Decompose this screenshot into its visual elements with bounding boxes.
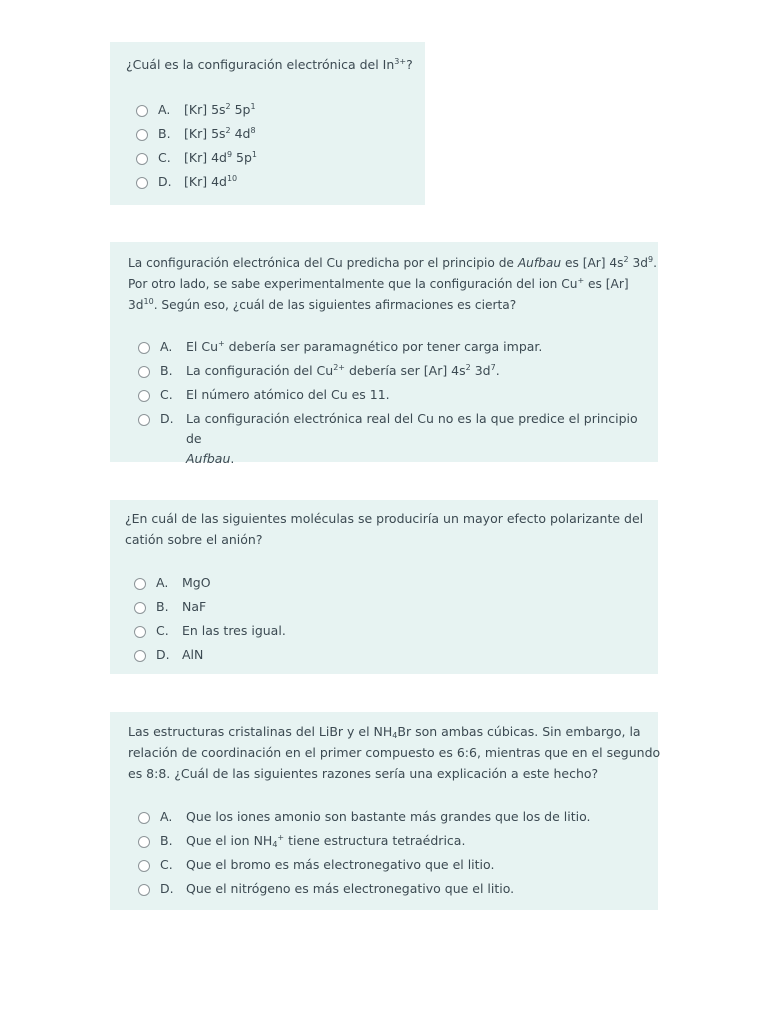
option-d[interactable]: D. AlN [134,647,634,671]
radio-button[interactable] [138,342,150,354]
option-d[interactable]: D. [Kr] $4d^{10}$ [136,174,416,198]
option-a[interactable]: A. [Kr] $5s^2$ $5p^1$ [136,102,416,126]
radio-button[interactable] [138,414,150,426]
radio-button[interactable] [138,366,150,378]
radio-button[interactable] [136,129,148,141]
option-a[interactable]: A. MgO [134,575,634,599]
option-b[interactable]: B. [Kr] $5s^2$ $4d^8$ [136,126,416,150]
options-list [136,102,416,198]
radio-button[interactable] [134,650,146,662]
question-text: Las estructuras cristalinas del LiBr y el $NH_4Br$ son ambas cúbicas. Sin embargo, la relación de coordinación en el primer compuesto es 6:6, mientras que en el segundo es 8:8. ¿Cuál de las siguientes razones sería una explicación a este hecho? [128,724,661,781]
option-c[interactable]: C. [Kr] $4d^9$ $5p^1$ [136,150,416,174]
option-d[interactable]: D. Que el nitrógeno es más electronegativo que el litio. [138,881,650,905]
option-d[interactable]: D. La configuración electrónica real del Cu no es la que predice el principio de Aufbau. [138,411,650,451]
question-text: ¿En cuál de las siguientes moléculas se produciría un mayor efecto polarizante del catión sobre el anión? [125,511,644,547]
question-card-1 [110,42,425,205]
options-list [134,575,634,671]
option-c[interactable]: C. El número atómico del Cu es 11. [138,387,650,411]
question-text: ¿Cuál es la configuración electrónica del $In^{3+}$? [126,57,413,72]
option-a[interactable]: A. El Cu+ debería ser paramagnético por tener carga impar. [138,339,650,363]
radio-button[interactable] [134,602,146,614]
question-text: La configuración electrónica del Cu predicha por el principio de Aufbau es [Ar] $4s^2$ $3d^9$. Por otro lado, se sabe experimentalmente que la configuración del ion Cu+ es [Ar] $3d^{10}$. Según eso, ¿cuál de las siguientes afirmaciones es cierta? [128,255,657,312]
question-card-3 [110,500,658,674]
options-list [138,339,650,466]
radio-button[interactable] [138,812,150,824]
radio-button[interactable] [134,626,146,638]
question-card-2 [110,242,658,466]
radio-button[interactable] [136,177,148,189]
radio-button[interactable] [138,836,150,848]
question-card-4 [110,712,661,910]
radio-button[interactable] [138,390,150,402]
radio-button[interactable] [134,578,146,590]
radio-button[interactable] [136,105,148,117]
option-c[interactable]: C. En las tres igual. [134,623,634,647]
options-list [138,809,650,905]
radio-button[interactable] [138,884,150,896]
option-a[interactable]: A. Que los iones amonio son bastante más grandes que los de litio. [138,809,650,833]
option-c[interactable]: C. Que el bromo es más electronegativo que el litio. [138,857,650,881]
radio-button[interactable] [136,153,148,165]
option-b[interactable]: B. La configuración del $Cu^{2+}$ debería ser [Ar] $4s^2$ $3d^7$. [138,363,650,387]
option-b[interactable]: B. Que el ion $NH_4^+$ tiene estructura tetraédrica. [138,833,650,857]
radio-button[interactable] [138,860,150,872]
option-b[interactable]: B. NaF [134,599,634,623]
